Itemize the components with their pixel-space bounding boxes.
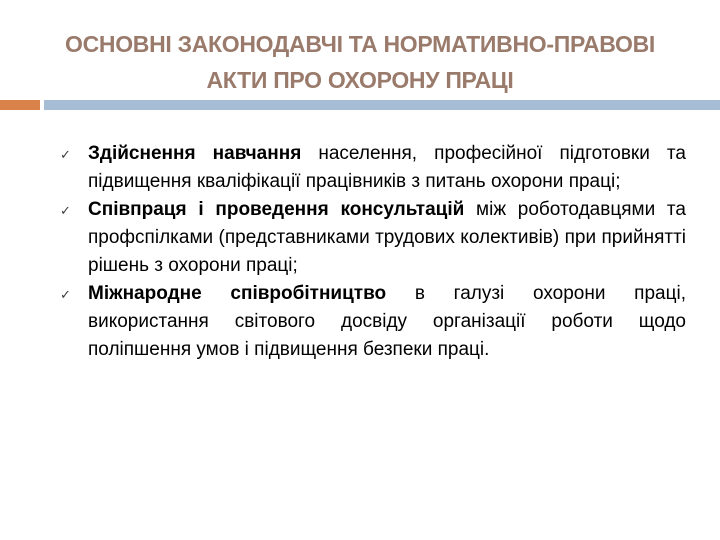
list-item <box>60 280 686 364</box>
title-line-2: АКТИ ПРО ОХОРОНУ ПРАЦІ <box>206 67 514 93</box>
checkmark-icon: ✓ <box>60 287 71 302</box>
divider-accent <box>0 100 40 110</box>
item-bold-text: Співпраця і проведення консультацій <box>88 199 465 220</box>
item-bold-text: Міжнародне співробітництво <box>88 283 387 304</box>
item-bold-text: Здійснення навчання <box>88 143 302 164</box>
list-item <box>60 196 686 280</box>
item-text: в галузі охорони праці, використання світового досвіду організації роботи щодо поліпшення умов і підвищення безпеки праці. <box>88 283 686 360</box>
item-text: населення, професійної підготовки та підвищення кваліфікації працівників з питань охорони праці; <box>88 143 686 192</box>
divider-stripe <box>44 100 720 110</box>
title-line-1: ОСНОВНІ ЗАКОНОДАВЧІ ТА НОРМАТИВНО-ПРАВОВІ <box>64 31 655 57</box>
checkmark-icon: ✓ <box>60 147 71 162</box>
item-text: між роботодавцями та профспілками (представниками трудових колективів) при прийнятті рішень з охорони праці; <box>88 199 686 276</box>
checkmark-icon: ✓ <box>60 203 71 218</box>
title-divider-bar <box>0 100 720 110</box>
list-item <box>60 140 686 196</box>
slide-title <box>40 26 680 98</box>
bullet-list <box>60 140 686 364</box>
